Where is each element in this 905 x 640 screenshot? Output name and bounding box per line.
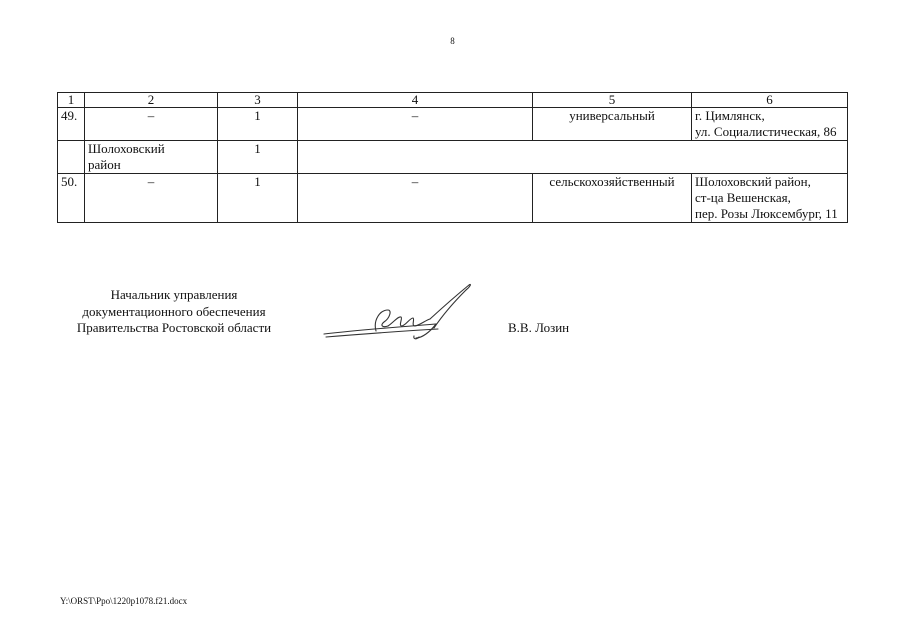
table-row: [58, 108, 848, 141]
district-row: [58, 141, 848, 174]
file-path: Y:\ORST\Ppo\1220p1078.f21.docx: [60, 596, 188, 606]
row-number-cell: 49.: [58, 108, 85, 141]
table-cell: –: [298, 108, 533, 141]
address-line: Шолоховский район,: [695, 174, 811, 189]
page-number: 8: [450, 36, 455, 46]
table-cell: сельскохозяйственный: [533, 174, 692, 223]
row-number-cell: 50.: [58, 174, 85, 223]
address-cell: [692, 108, 848, 141]
column-number: 2: [85, 93, 218, 108]
table-cell: универсальный: [533, 108, 692, 141]
column-number: 3: [218, 93, 298, 108]
position-line: документационного обеспечения: [82, 303, 266, 319]
position-line: Начальник управления: [110, 287, 238, 302]
column-number: 1: [58, 93, 85, 108]
handwritten-signature: [318, 280, 478, 348]
table-row: [58, 174, 848, 223]
registry-table: [57, 92, 848, 223]
address-line: ул. Социалистическая, 86: [695, 124, 837, 139]
column-number: 6: [692, 93, 848, 108]
district-name-line: Шолоховский: [88, 141, 165, 156]
table-cell: 1: [218, 174, 298, 223]
district-name-cell: [85, 141, 218, 174]
address-line: ст-ца Вешенская,: [695, 190, 791, 205]
column-number: 4: [298, 93, 533, 108]
table-cell: 1: [218, 108, 298, 141]
table-cell: –: [85, 108, 218, 141]
table-cell: –: [85, 174, 218, 223]
table-cell: [298, 141, 848, 174]
position-line: Правительства Ростовской области: [76, 320, 272, 335]
district-count-cell: 1: [218, 141, 298, 174]
column-number: 5: [533, 93, 692, 108]
table-cell: [58, 141, 85, 174]
signatory-position: [60, 287, 288, 337]
address-line: г. Цимлянск,: [695, 108, 765, 123]
table-header-row: [58, 93, 848, 108]
table-cell: –: [298, 174, 533, 223]
address-cell: [692, 174, 848, 223]
address-line: пер. Розы Люксембург, 11: [695, 206, 838, 221]
signer-name: В.В. Лозин: [508, 320, 570, 335]
district-name-line: район: [88, 157, 121, 172]
